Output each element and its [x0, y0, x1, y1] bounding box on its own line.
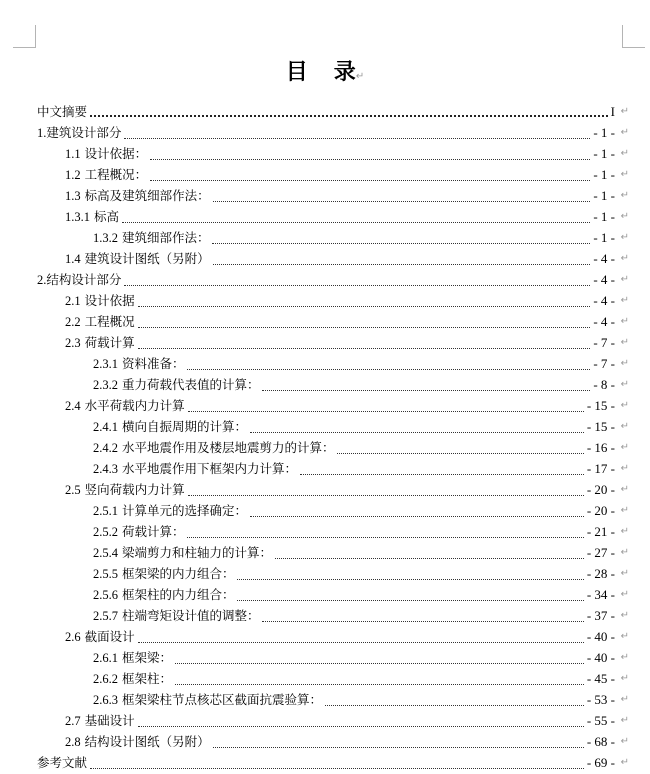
toc-entry-text: 基础设计	[80, 713, 135, 728]
toc-entry-text: 标高	[90, 209, 119, 224]
paragraph-mark-icon: ↵	[620, 568, 629, 579]
toc-entry-text: 参考文献	[37, 755, 88, 770]
toc-entry[interactable]	[0, 374, 650, 395]
paragraph-mark-icon: ↵	[620, 337, 629, 348]
toc-entry[interactable]	[0, 731, 650, 752]
crop-mark-top-left	[13, 25, 36, 48]
paragraph-mark-icon: ↵	[620, 505, 629, 516]
toc-entry-text: 框架梁：	[118, 650, 172, 665]
dot-leader	[213, 747, 584, 748]
toc-entry-title[interactable]	[93, 500, 249, 522]
toc-entry-number: 2.5.5	[93, 567, 118, 581]
toc-entry-number: 1.1	[65, 147, 81, 161]
toc-entry[interactable]	[0, 185, 650, 206]
toc-entry-page[interactable]: - 8 -	[593, 377, 615, 392]
toc-entry-number: 2.5.7	[93, 609, 118, 623]
toc-entry[interactable]	[0, 479, 650, 500]
toc-entry-page[interactable]: - 21 -	[586, 524, 615, 539]
toc-entry-title[interactable]	[93, 374, 261, 396]
toc-entry-text: 梁端剪力和柱轴力的计算：	[118, 545, 272, 560]
toc-entry-title[interactable]	[65, 332, 137, 354]
dot-leader	[262, 390, 590, 391]
toc-entry-text: 框架梁柱节点核芯区截面抗震验算：	[118, 692, 322, 707]
toc-entry-number: 2.6.2	[93, 672, 118, 686]
page-title	[0, 55, 650, 86]
toc-entry-title[interactable]	[65, 164, 149, 186]
toc-entry-text: 建筑细部作法：	[118, 230, 210, 245]
toc-entry-text: 设计依据	[80, 293, 135, 308]
toc-entry-title[interactable]	[93, 437, 336, 459]
toc-entry-title[interactable]	[93, 668, 174, 690]
toc-entry-page[interactable]: - 4 -	[593, 293, 615, 308]
toc-entry-title[interactable]	[93, 563, 236, 585]
toc-entry[interactable]	[0, 437, 650, 458]
toc-entry-page[interactable]: - 55 -	[586, 713, 615, 728]
toc-entry-number: 1.3	[65, 189, 81, 203]
dot-leader	[300, 474, 584, 475]
toc-entry-number: 2.6.3	[93, 693, 118, 707]
paragraph-mark-icon: ↵	[620, 190, 629, 201]
dot-leader	[150, 180, 590, 181]
toc-entry-title[interactable]	[93, 416, 249, 438]
paragraph-mark-icon: ↵	[620, 715, 629, 726]
toc-entry-page[interactable]: - 4 -	[593, 272, 615, 287]
toc-entry[interactable]	[0, 710, 650, 731]
toc-entry-page[interactable]: - 40 -	[586, 650, 615, 665]
paragraph-mark-icon: ↵	[620, 421, 629, 432]
toc-entry-number: 1.3.2	[93, 231, 118, 245]
dot-leader	[188, 411, 584, 412]
toc-entry-number: 2.5.2	[93, 525, 118, 539]
toc-entry-title[interactable]	[93, 584, 236, 606]
toc-entry-text: 结构设计部分	[46, 272, 122, 287]
toc-entry-text: 建筑设计部分	[46, 125, 122, 140]
toc-entry-title[interactable]	[65, 395, 187, 417]
toc-entry-text: 工程概况：	[80, 167, 148, 182]
paragraph-mark-icon: ↵	[620, 694, 629, 705]
toc-entry-number: 2.4.1	[93, 420, 118, 434]
toc-entry[interactable]	[0, 269, 650, 290]
paragraph-mark-icon: ↵	[620, 316, 629, 327]
toc-entry-number: 2.5.6	[93, 588, 118, 602]
toc-entry-page[interactable]: - 20 -	[586, 482, 615, 497]
paragraph-mark-icon: ↵	[620, 610, 629, 621]
toc-entry-number: 2.4.2	[93, 441, 118, 455]
paragraph-mark-icon: ↵	[620, 148, 629, 159]
toc-entry-number: 2.4.3	[93, 462, 118, 476]
toc-entry[interactable]	[0, 248, 650, 269]
toc-entry-number: 2.7	[65, 714, 81, 728]
toc-entry-number: 1.	[37, 126, 47, 140]
toc-entry-text: 重力荷载代表值的计算：	[118, 377, 260, 392]
dot-leader	[325, 705, 584, 706]
toc-entry-page[interactable]: - 4 -	[593, 251, 615, 266]
dot-leader	[175, 684, 584, 685]
toc-entry-text: 工程概况	[80, 314, 135, 329]
dot-leader	[237, 579, 583, 580]
dot-leader	[124, 285, 590, 286]
dot-leader	[337, 453, 583, 454]
paragraph-mark-icon: ↵	[620, 106, 629, 117]
toc-entry-page[interactable]: - 15 -	[586, 398, 615, 413]
toc-entry[interactable]	[0, 227, 650, 248]
toc-entry-title[interactable]	[93, 647, 174, 669]
toc-entry-number: 2.3	[65, 336, 81, 350]
paragraph-mark-icon: ↵	[620, 274, 629, 285]
dot-leader	[187, 369, 590, 370]
paragraph-mark-icon: ↵	[355, 71, 365, 82]
toc-entry-text: 竖向荷载内力计算	[80, 482, 185, 497]
toc-entry[interactable]	[0, 626, 650, 647]
dot-leader	[250, 432, 584, 433]
dot-leader	[250, 516, 584, 517]
toc-entry-page[interactable]: - 37 -	[586, 608, 615, 623]
toc-entry[interactable]	[0, 206, 650, 227]
toc-entry-number: 2.3.2	[93, 378, 118, 392]
toc-entry-title[interactable]	[93, 521, 186, 543]
toc-entry-text: 中文摘要	[37, 104, 88, 119]
toc-entry-page[interactable]: - 53 -	[586, 692, 615, 707]
toc-entry[interactable]	[0, 353, 650, 374]
paragraph-mark-icon: ↵	[620, 358, 629, 369]
toc-entry-page[interactable]: - 40 -	[586, 629, 615, 644]
dot-leader	[138, 306, 591, 307]
toc-entry[interactable]	[0, 689, 650, 710]
toc-entry-title[interactable]	[93, 689, 324, 711]
toc-entry-page[interactable]: - 20 -	[586, 503, 615, 518]
toc-entry-text: 柱端弯矩设计值的调整：	[118, 608, 260, 623]
toc-entry[interactable]	[0, 584, 650, 605]
toc-entry-page[interactable]: - 16 -	[586, 440, 615, 455]
paragraph-mark-icon: ↵	[620, 484, 629, 495]
toc-entry-title[interactable]	[93, 542, 274, 564]
toc-entry[interactable]	[0, 311, 650, 332]
toc-entry-title[interactable]	[93, 605, 261, 627]
paragraph-mark-icon: ↵	[620, 757, 629, 768]
toc-entry[interactable]	[0, 647, 650, 668]
toc-entry[interactable]	[0, 122, 650, 143]
crop-mark-top-right	[622, 25, 645, 48]
toc-entry[interactable]	[0, 668, 650, 689]
toc-entry-number: 2.5.1	[93, 504, 118, 518]
toc-entry-number: 2.4	[65, 399, 81, 413]
toc-entry-page[interactable]: - 4 -	[593, 314, 615, 329]
toc-entry-page[interactable]: - 1 -	[593, 230, 615, 245]
toc-entry[interactable]	[0, 521, 650, 542]
dot-leader	[212, 243, 590, 244]
dot-leader	[237, 600, 583, 601]
toc-entry-title[interactable]	[65, 710, 137, 732]
toc-entry-title[interactable]	[65, 206, 121, 228]
toc-entry-text: 荷载计算	[80, 335, 135, 350]
toc-entry-page[interactable]: - 1 -	[593, 167, 615, 182]
toc-entry-title[interactable]	[65, 143, 149, 165]
toc-entry-text: 建筑设计图纸（另附）	[80, 251, 210, 266]
toc-entry-text: 横向自振周期的计算：	[118, 419, 247, 434]
toc-entry[interactable]	[0, 290, 650, 311]
toc-entry[interactable]	[0, 332, 650, 353]
dot-leader	[150, 159, 590, 160]
toc-entry[interactable]	[0, 143, 650, 164]
dot-leader	[124, 138, 590, 139]
toc-entry-number: 1.4	[65, 252, 81, 266]
dot-leader	[262, 621, 583, 622]
toc-entry-text: 水平地震作用下框架内力计算：	[118, 461, 297, 476]
paragraph-mark-icon: ↵	[620, 295, 629, 306]
toc-entry-title[interactable]	[65, 626, 137, 648]
toc-entry-page[interactable]: - 15 -	[586, 419, 615, 434]
toc-entry-text: 截面设计	[80, 629, 135, 644]
toc-entry-number: 2.5.4	[93, 546, 118, 560]
paragraph-mark-icon: ↵	[620, 127, 629, 138]
toc-entry-title[interactable]	[65, 185, 212, 207]
toc-entry-title[interactable]	[93, 227, 211, 249]
toc-entry[interactable]	[0, 101, 650, 122]
paragraph-mark-icon: ↵	[620, 463, 629, 474]
toc-entry-title[interactable]	[37, 752, 89, 774]
toc-entry-number: 2.2	[65, 315, 81, 329]
toc-entry-title[interactable]	[65, 479, 187, 501]
toc-entry-page[interactable]: - 7 -	[593, 335, 615, 350]
toc-entry-title[interactable]	[65, 311, 137, 333]
dot-leader	[175, 663, 584, 664]
paragraph-mark-icon: ↵	[620, 442, 629, 453]
toc-entry-number: 1.2	[65, 168, 81, 182]
dot-leader	[138, 726, 584, 727]
toc-entry-text: 设计依据：	[80, 146, 148, 161]
toc-entry-page[interactable]: - 1 -	[593, 125, 615, 140]
paragraph-mark-icon: ↵	[620, 736, 629, 747]
dot-leader	[138, 348, 591, 349]
toc-entry-number: 2.	[37, 273, 47, 287]
toc-entry[interactable]	[0, 416, 650, 437]
toc-entry-title[interactable]	[37, 122, 123, 144]
toc-entry-title[interactable]	[65, 248, 212, 270]
paragraph-mark-icon: ↵	[620, 547, 629, 558]
paragraph-mark-icon: ↵	[620, 673, 629, 684]
toc-entry-number: 2.6	[65, 630, 81, 644]
toc-entry-page[interactable]: - 17 -	[586, 461, 615, 476]
toc-entry-text: 水平地震作用及楼层地震剪力的计算：	[118, 440, 335, 455]
paragraph-mark-icon: ↵	[620, 526, 629, 537]
toc-entry-page[interactable]: - 1 -	[593, 209, 615, 224]
toc-entry-text: 资料准备：	[118, 356, 185, 371]
paragraph-mark-icon: ↵	[620, 589, 629, 600]
toc-entry-number: 2.3.1	[93, 357, 118, 371]
toc-entry[interactable]	[0, 605, 650, 626]
table-of-contents	[0, 101, 650, 773]
toc-entry-text: 框架梁的内力组合：	[118, 566, 235, 581]
dot-leader	[213, 201, 591, 202]
toc-entry-text: 标高及建筑细部作法：	[80, 188, 210, 203]
paragraph-mark-icon: ↵	[620, 253, 629, 264]
toc-entry-number: 2.5	[65, 483, 81, 497]
toc-entry-text: 荷载计算：	[118, 524, 185, 539]
toc-entry-page[interactable]: - 1 -	[593, 146, 615, 161]
toc-entry-title[interactable]	[65, 731, 212, 753]
toc-entry-title[interactable]	[37, 269, 123, 291]
toc-entry[interactable]	[0, 542, 650, 563]
toc-entry[interactable]	[0, 458, 650, 479]
toc-entry-number: 2.1	[65, 294, 81, 308]
toc-entry-page[interactable]: - 1 -	[593, 188, 615, 203]
toc-entry-text: 框架柱的内力组合：	[118, 587, 235, 602]
paragraph-mark-icon: ↵	[620, 211, 629, 222]
dot-leader	[188, 495, 584, 496]
toc-entry-text: 框架柱：	[118, 671, 172, 686]
dot-leader	[275, 558, 584, 559]
toc-entry[interactable]	[0, 164, 650, 185]
toc-entry-number: 2.6.1	[93, 651, 118, 665]
paragraph-mark-icon: ↵	[620, 232, 629, 243]
dot-leader	[138, 642, 584, 643]
toc-entry-title[interactable]	[37, 101, 89, 123]
toc-entry-page[interactable]: - 28 -	[586, 566, 615, 581]
paragraph-mark-icon: ↵	[620, 631, 629, 642]
toc-entry-page[interactable]: - 68 -	[586, 734, 615, 749]
toc-entry-page[interactable]: - 69 -	[586, 755, 615, 770]
dot-leader	[138, 327, 591, 328]
dot-leader	[187, 537, 583, 538]
dot-leader	[122, 222, 590, 223]
title-char-1: 目	[285, 59, 308, 85]
toc-entry-page[interactable]: - 7 -	[593, 356, 615, 371]
toc-entry[interactable]	[0, 500, 650, 521]
toc-entry-text: 计算单元的选择确定：	[118, 503, 247, 518]
title-char-2: 录	[333, 59, 356, 85]
paragraph-mark-icon: ↵	[620, 400, 629, 411]
paragraph-mark-icon: ↵	[620, 652, 629, 663]
toc-entry-title[interactable]	[65, 290, 137, 312]
dot-leader	[90, 115, 608, 117]
toc-entry-page[interactable]: - 34 -	[586, 587, 615, 602]
toc-entry-page[interactable]: I	[610, 104, 615, 119]
toc-entry-title[interactable]	[93, 458, 299, 480]
toc-entry[interactable]	[0, 395, 650, 416]
toc-entry-page[interactable]: - 45 -	[586, 671, 615, 686]
toc-entry-title[interactable]	[93, 353, 186, 375]
paragraph-mark-icon: ↵	[620, 169, 629, 180]
dot-leader	[213, 264, 591, 265]
toc-entry[interactable]	[0, 563, 650, 584]
paragraph-mark-icon: ↵	[620, 379, 629, 390]
toc-entry[interactable]	[0, 752, 650, 773]
toc-entry-text: 水平荷载内力计算	[80, 398, 185, 413]
toc-entry-number: 2.8	[65, 735, 81, 749]
toc-entry-number: 1.3.1	[65, 210, 90, 224]
dot-leader	[90, 768, 584, 769]
toc-entry-page[interactable]: - 27 -	[586, 545, 615, 560]
toc-entry-text: 结构设计图纸（另附）	[80, 734, 210, 749]
